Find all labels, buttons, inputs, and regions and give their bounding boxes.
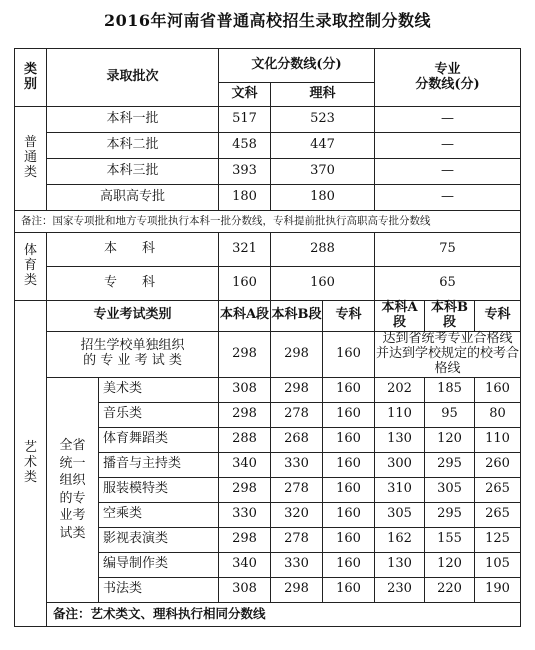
li-score: 160: [271, 267, 375, 301]
art-subject: 空乘类: [99, 502, 219, 527]
single-exam-label: 招生学校单独组织 的 专 业 考 试 类: [47, 331, 219, 377]
score-cell: 308: [219, 377, 271, 402]
score-cell: 298: [271, 377, 323, 402]
wen-score: 393: [219, 159, 271, 185]
table-row: [15, 133, 521, 159]
score-cell: 308: [219, 577, 271, 602]
major-score: —: [375, 159, 521, 185]
score-table: [14, 48, 521, 627]
score-cell: 298: [219, 331, 271, 377]
art-header-row: [15, 301, 521, 332]
major-score: —: [375, 133, 521, 159]
category-header: 类 别: [15, 49, 47, 107]
score-cell: 120: [425, 552, 475, 577]
score-cell: 95: [425, 402, 475, 427]
col-header: 本科A段: [375, 301, 425, 332]
score-cell: 185: [425, 377, 475, 402]
score-cell: 220: [425, 577, 475, 602]
score-cell: 300: [375, 452, 425, 477]
score-cell: 298: [219, 527, 271, 552]
art-note: 备注：艺术类文、理科执行相同分数线: [47, 602, 521, 626]
li-score: 447: [271, 133, 375, 159]
score-cell: 160: [323, 427, 375, 452]
table-row: [15, 267, 521, 301]
art-category-label: 艺 术 类: [15, 301, 47, 627]
li-header: 理科: [271, 83, 375, 107]
score-cell: 265: [475, 477, 521, 502]
wen-score: 321: [219, 233, 271, 267]
score-cell: 130: [375, 552, 425, 577]
score-cell: 160: [323, 331, 375, 377]
major-score: —: [375, 185, 521, 211]
col-header: 本科A段: [219, 301, 271, 332]
li-score: 370: [271, 159, 375, 185]
score-cell: 278: [271, 477, 323, 502]
art-subject: 编导制作类: [99, 552, 219, 577]
table-row: [15, 233, 521, 267]
score-cell: 130: [375, 427, 425, 452]
score-cell: 298: [219, 402, 271, 427]
col-header: 专科: [475, 301, 521, 332]
wen-score: 517: [219, 107, 271, 133]
score-cell: 330: [271, 552, 323, 577]
major-score: 65: [375, 267, 521, 301]
art-subject: 影视表演类: [99, 527, 219, 552]
score-cell: 160: [323, 377, 375, 402]
score-cell: 80: [475, 402, 521, 427]
score-cell: 155: [425, 527, 475, 552]
li-score: 288: [271, 233, 375, 267]
general-category-label: 普 通 类: [15, 107, 47, 211]
score-cell: 330: [271, 452, 323, 477]
wen-score: 180: [219, 185, 271, 211]
score-cell: 230: [375, 577, 425, 602]
wen-header: 文科: [219, 83, 271, 107]
single-exam-note: 达到省统考专业合格线 并达到学校规定的校考合格线: [376, 330, 520, 376]
art-subject: 服装模特类: [99, 477, 219, 502]
wen-score: 458: [219, 133, 271, 159]
major-score-header: 专业 分数线(分): [375, 49, 521, 107]
col-header: 本科B段: [425, 301, 475, 332]
major-score: —: [375, 107, 521, 133]
score-cell: 278: [271, 527, 323, 552]
general-note-row: [15, 211, 521, 233]
exam-type-header: 专业考试类别: [47, 301, 219, 332]
art-subject: 体育舞蹈类: [99, 427, 219, 452]
art-subject: 音乐类: [99, 402, 219, 427]
li-score: 523: [271, 107, 375, 133]
col-header: 本科B段: [271, 301, 323, 332]
score-cell: 265: [475, 502, 521, 527]
art-subject: 书法类: [99, 577, 219, 602]
score-cell: 295: [425, 452, 475, 477]
art-note-row: [15, 602, 521, 626]
score-cell: 305: [375, 502, 425, 527]
score-cell: 330: [219, 502, 271, 527]
score-cell: 320: [271, 502, 323, 527]
score-cell: 298: [219, 477, 271, 502]
score-cell: 305: [425, 477, 475, 502]
art-subject: 美术类: [99, 377, 219, 402]
sports-category-label: 体 育 类: [15, 233, 47, 301]
score-cell: 162: [375, 527, 425, 552]
score-cell: 160: [323, 577, 375, 602]
score-cell: 268: [271, 427, 323, 452]
batch-cell: 专 科: [47, 267, 219, 301]
table-row: [15, 331, 521, 377]
score-cell: 160: [323, 452, 375, 477]
score-cell: 190: [475, 577, 521, 602]
general-note: 备注：国家专项批和地方专项批执行本科一批分数线，专科提前批执行高职高专批分数线: [15, 211, 521, 233]
score-cell: 160: [323, 477, 375, 502]
score-cell: 110: [375, 402, 425, 427]
col-header: 专科: [323, 301, 375, 332]
score-cell: 160: [323, 552, 375, 577]
culture-score-header: 文化分数线(分): [219, 49, 375, 83]
batch-header: 录取批次: [47, 49, 219, 107]
batch-cell: 本 科: [47, 233, 219, 267]
score-cell: 288: [219, 427, 271, 452]
score-cell: 202: [375, 377, 425, 402]
score-cell: 260: [475, 452, 521, 477]
page-title: 2016年河南省普通高校招生录取控制分数线: [103, 11, 432, 30]
score-cell: 120: [425, 427, 475, 452]
score-cell: 110: [475, 427, 521, 452]
art-subject: 播音与主持类: [99, 452, 219, 477]
score-cell: 340: [219, 552, 271, 577]
batch-cell: 本科二批: [47, 133, 219, 159]
batch-cell: 本科一批: [47, 107, 219, 133]
score-cell: 160: [323, 527, 375, 552]
score-cell: 310: [375, 477, 425, 502]
score-cell: 298: [271, 331, 323, 377]
score-cell: 295: [425, 502, 475, 527]
score-cell: 298: [271, 577, 323, 602]
score-cell: 160: [323, 502, 375, 527]
table-row: [15, 185, 521, 211]
score-cell: 125: [475, 527, 521, 552]
score-cell: 160: [475, 377, 521, 402]
score-cell: 105: [475, 552, 521, 577]
unified-exam-label: 全省 统一 组织 的专 业考 试类: [47, 377, 99, 602]
major-score: 75: [375, 233, 521, 267]
table-row: [15, 159, 521, 185]
score-cell: 160: [323, 402, 375, 427]
header-row-1: [15, 49, 521, 83]
table-row: [15, 377, 521, 402]
table-row: [15, 107, 521, 133]
batch-cell: 高职高专批: [47, 185, 219, 211]
batch-cell: 本科三批: [47, 159, 219, 185]
wen-score: 160: [219, 267, 271, 301]
score-cell: 340: [219, 452, 271, 477]
li-score: 180: [271, 185, 375, 211]
score-cell: 278: [271, 402, 323, 427]
